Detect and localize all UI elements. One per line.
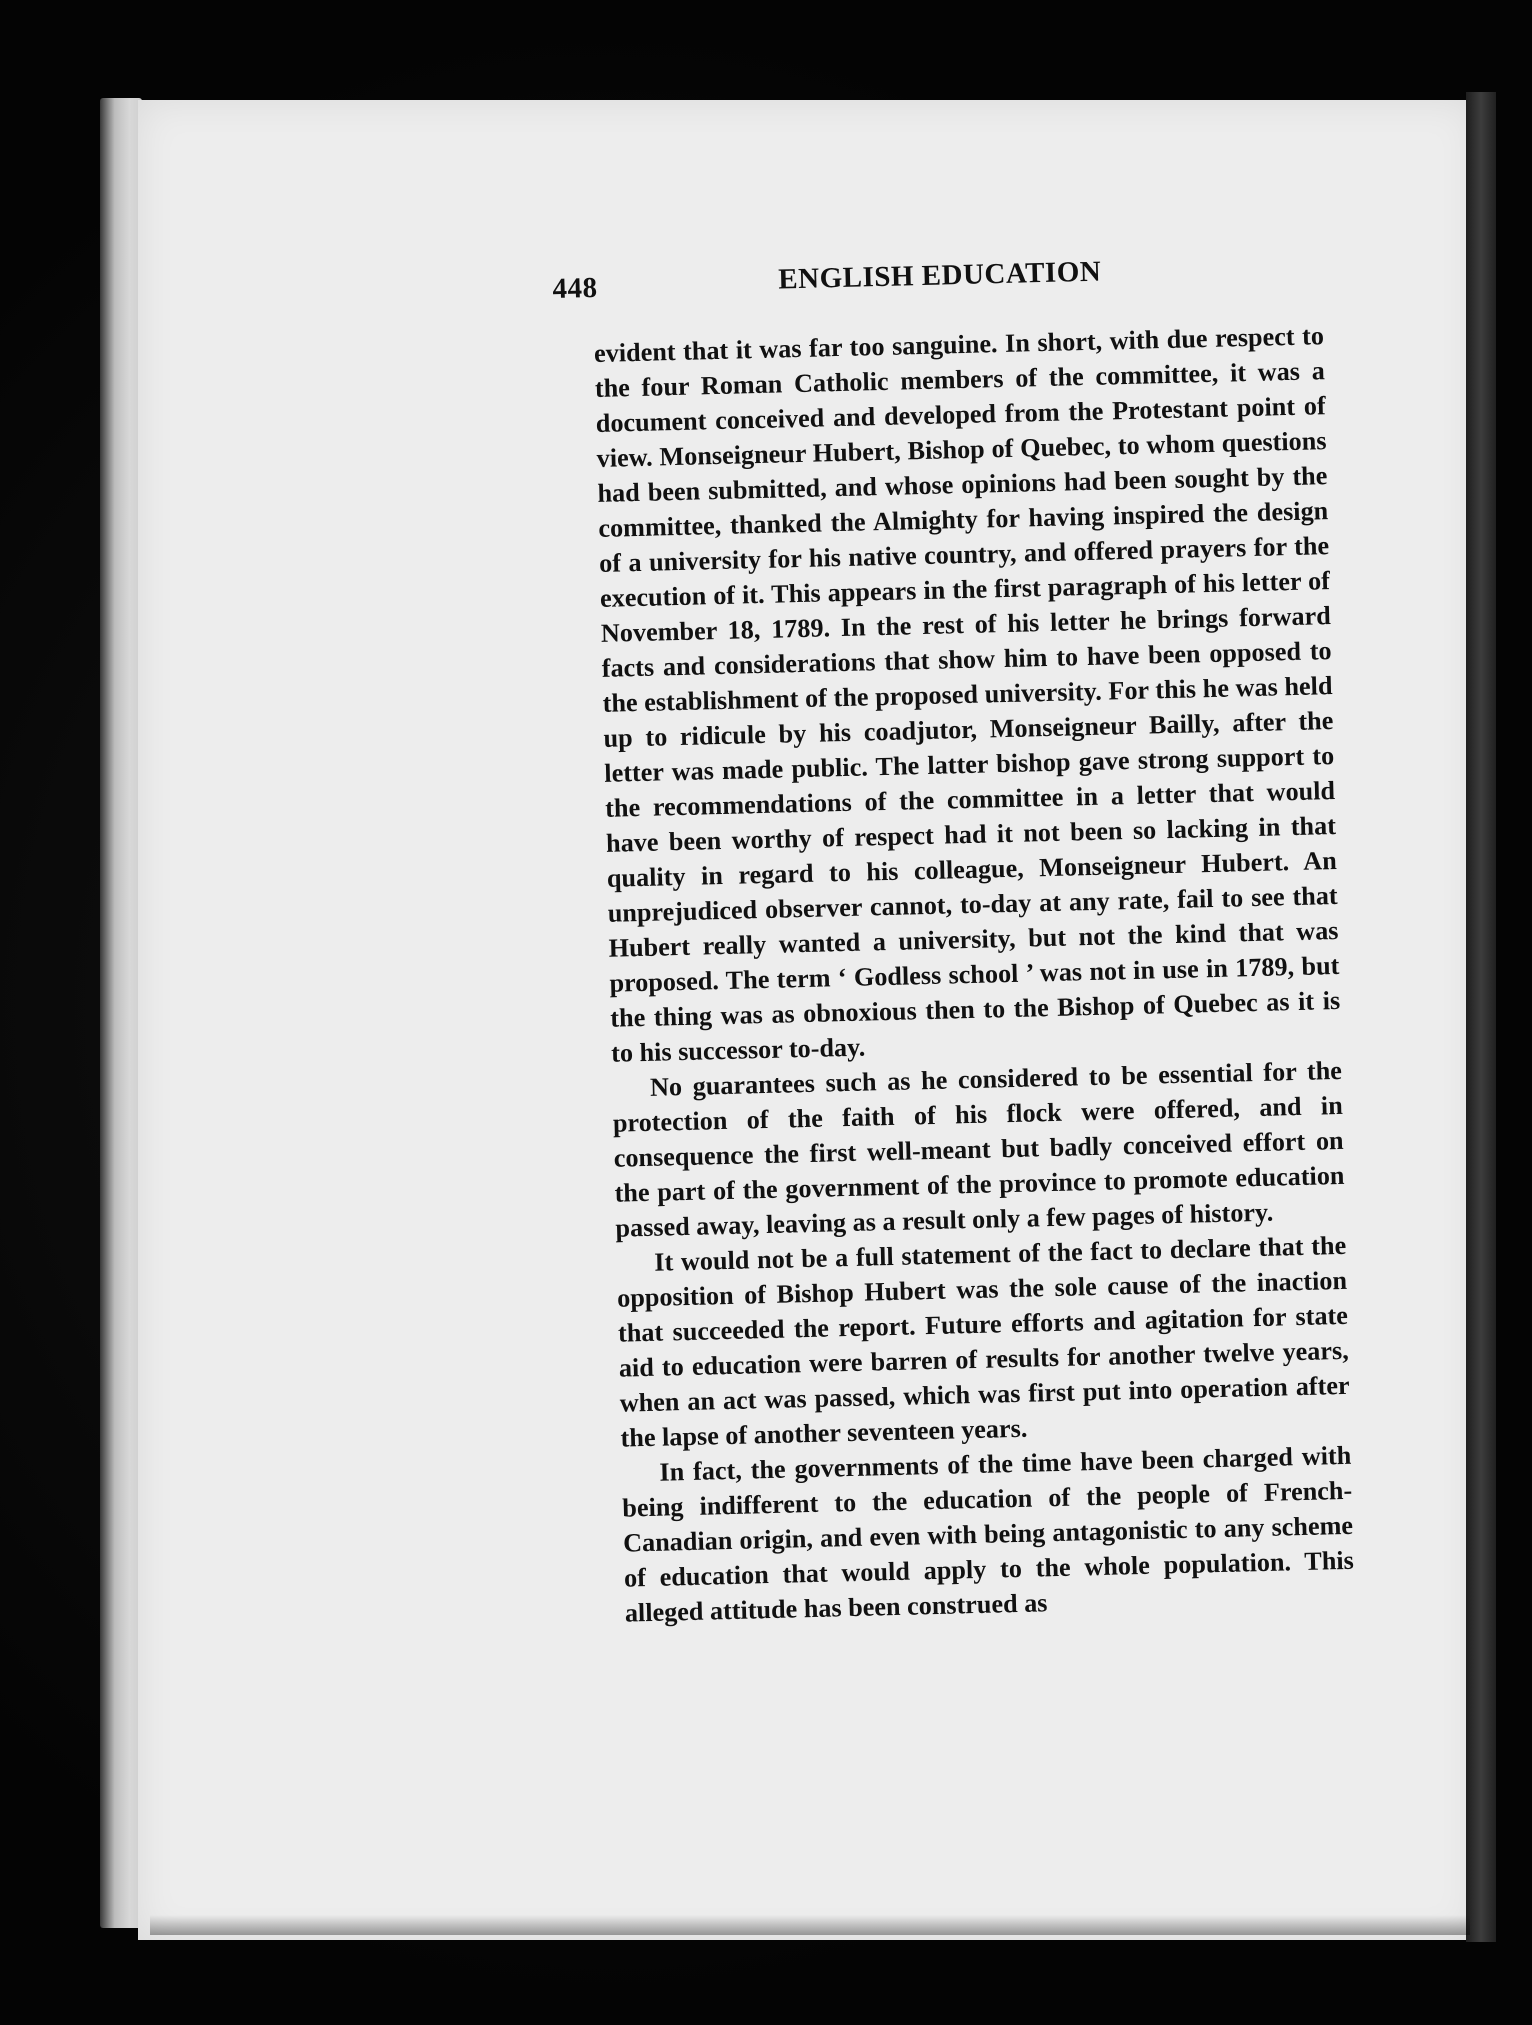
paragraph-3: It would not be a full statement of the fact to declare that the opposition of Bishop Hubert was the sole cause of the inaction that succeeded the report. Future efforts and agitation for state aid to education were barren of results for another twelve years, when an act was passed, which was first put into operation after the lapse of another seventeen years. — [616, 1230, 1350, 1453]
paragraph-1: evident that it was far too sanguine. In short, with due respect to the four Roman Catholic members of the committee, it was a document conceived and developed from the Protestant point of view. Monseigneur Hubert, Bishop of Quebec, to whom questions had been submitted, and whose opinions had been sought by the committee, thanked the Almighty for having inspired the design of a university for his native country, and offered prayers for the execution of it. This appears in the first paragraph of his letter of November 18, 1789. In the rest of his letter he brings forward facts and considerations that show him to have been opposed to the establishment of the proposed university. For this he was held up to ridicule by his coadjutor, Monseigneur Bailly, after the letter was made public. The latter bishop gave strong support to the recommendations of the committee in a letter that would have been worthy of respect had it not been so lacking in that quality in regard to his colleague, Monseigneur Hubert. An unprejudiced observer cannot, to-day at any rate, fail to see that Hubert really wanted a university, but not the kind that was proposed. The term ‘ Godless school ’ was not in use in 1789, but the thing was as obnoxious then to the Bishop of Quebec as it is to his successor to-day. — [593, 321, 1341, 1068]
page-left-edge — [100, 98, 142, 1928]
paragraph-4: In fact, the governments of the time have been charged with being indifferent to the education of the people of French-Canadian origin, and even with being antagonistic to any scheme of education that would apply to the whole population. This alleged attitude has been construed as — [621, 1440, 1355, 1628]
page-right-edge — [1466, 92, 1496, 1942]
page-text-block — [552, 250, 1355, 1630]
paragraph-2: No guarantees such as he considered to be essential for the protection of the faith of his flock were offered, and in consequence the first well-meant but badly conceived effort on the part of the government of the province to promote education passed away, leaving as a result only a few pages of history. — [612, 1055, 1345, 1243]
running-title: ENGLISH EDUCATION — [777, 255, 1102, 296]
page-number: 448 — [552, 271, 598, 305]
page-bottom-shadow — [150, 1915, 1470, 1935]
